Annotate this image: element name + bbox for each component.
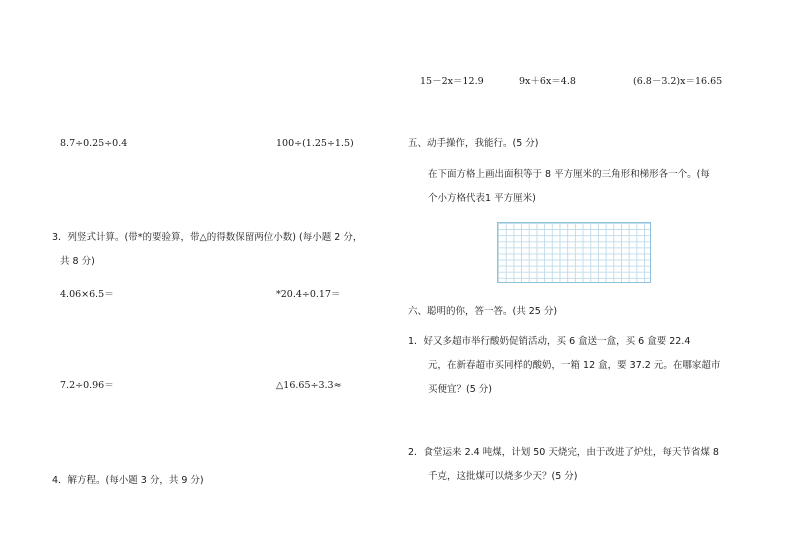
section-5-title: 五、动手操作，我能行。(5 分) <box>408 138 539 149</box>
calc-expression-left: 8.7÷0.25÷0.4 <box>60 138 128 149</box>
problem-2-line-1: 2．食堂运来 2.4 吨煤，计划 50 天烧完，由于改进了炉灶，每天节省煤 8 <box>408 447 719 458</box>
equation-2: 9x＋6x＝4.8 <box>519 76 576 87</box>
q3-item-4: △16.65÷3.3≈ <box>276 380 342 391</box>
question-4-title: 4．解方程。(每小题 3 分，共 9 分) <box>52 475 204 486</box>
question-3-title-cont: 共 8 分) <box>60 256 95 267</box>
problem-2-line-2: 千克，这批煤可以烧多少天？(5 分) <box>428 471 578 482</box>
section-5-instruction: 在下面方格上画出面积等于 8 平方厘米的三角形和梯形各一个。(每 <box>428 169 710 180</box>
problem-1-line-3: 买便宜？(5 分) <box>428 384 492 395</box>
q3-item-2: *20.4÷0.17＝ <box>276 289 341 300</box>
q3-item-3: 7.2÷0.96＝ <box>60 380 114 391</box>
square-grid <box>497 222 651 283</box>
equation-3: (6.8－3.2)x＝16.65 <box>633 76 723 87</box>
q3-item-1: 4.06×6.5＝ <box>60 289 114 300</box>
section-5-instruction-cont: 个小方格代表1 平方厘米) <box>428 193 536 204</box>
equation-1: 15－2x＝12.9 <box>420 76 484 87</box>
question-3-title: 3．列竖式计算。(带*的要验算，带△的得数保留两位小数) (每小题 2 分， <box>52 232 363 243</box>
calc-expression-right: 100÷(1.25÷1.5) <box>276 138 354 149</box>
problem-1-line-1: 1．好又多超市举行酸奶促销活动，买 6 盒送一盒，买 6 盒要 22.4 <box>408 336 691 347</box>
problem-1-line-2: 元，在新春超市买同样的酸奶，一箱 12 盒，要 37.2 元。在哪家超市 <box>428 360 721 371</box>
section-6-title: 六、聪明的你，答一答。(共 25 分) <box>408 306 558 317</box>
